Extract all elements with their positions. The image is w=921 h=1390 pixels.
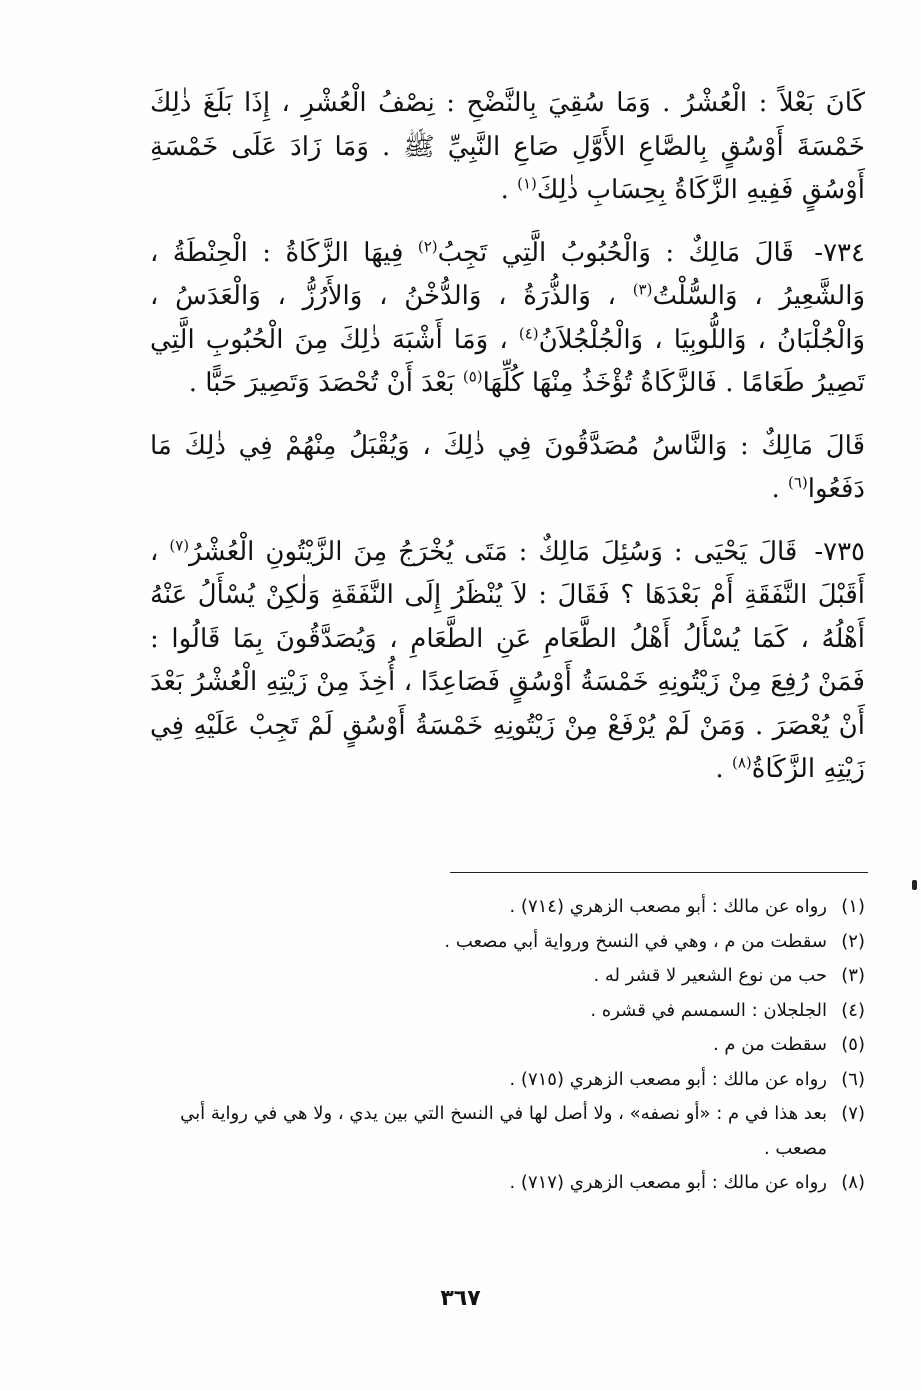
footnote-divider xyxy=(450,872,868,873)
footnote-number: (٢) xyxy=(841,930,865,952)
footnote-number: (٦) xyxy=(841,1068,865,1090)
footnote-number: (٣) xyxy=(841,965,865,986)
footnote-1 xyxy=(150,890,865,925)
footnote-text: الجلجلان : السمسم في قشره . xyxy=(590,999,827,1021)
paragraph-735-part-a: قَالَ يَحْيَى : وَسُئِلَ مَالِكٌ : مَتَى يُخْرَجُ مِنَ الزَّيْتُونِ الْعُشْرُ xyxy=(189,536,798,567)
paragraph-1 xyxy=(150,82,865,213)
paragraph-malik-text: قَالَ مَالِكٌ : وَالنَّاسُ مُصَدَّقُونَ فِي ذٰلِكَ ، وَيُقْبَلُ مِنْهُمْ فِي ذٰلِكَ مَا دَفَعُوا xyxy=(150,430,865,504)
footnote-ref-1: (١) xyxy=(517,174,537,193)
footnote-6 xyxy=(150,1063,865,1098)
footnote-number: (٥) xyxy=(841,1034,865,1055)
footnote-ref-5: (٥) xyxy=(462,367,483,386)
footnote-ref-3: (٣) xyxy=(632,280,653,299)
paragraph-734-part-e: بَعْدَ أَنْ تُحْصَدَ وَتَصِيرَ حَبًّا . xyxy=(188,368,463,398)
footnote-ref-8: (٨) xyxy=(731,753,752,772)
paragraph-734-part-d: ، وَمَا أَشْبَهَ ذٰلِكَ مِنَ الْحُبُوبِ الَّتِي تَصِيرُ طَعَامًا . فَالزَّكَاةُ تُؤْخَذُ مِنْهَا كُلِّهَا xyxy=(150,324,865,398)
footnote-5 xyxy=(150,1028,865,1063)
footnotes xyxy=(150,890,865,1201)
paragraph-number-734: ٧٣٤- xyxy=(814,237,865,268)
footnote-text: رواه عن مالك : أبو مصعب الزهري (٧١٧) . xyxy=(509,1172,827,1193)
paragraph-malik-end: . xyxy=(771,474,788,504)
paragraph-number-735: ٧٣٥- xyxy=(814,536,866,567)
paragraph-735 xyxy=(150,531,865,792)
footnote-ref-4: (٤) xyxy=(518,323,539,342)
footnote-number: (١) xyxy=(841,896,865,917)
footnote-3 xyxy=(150,959,865,994)
paragraph-1-text: كَانَ بَعْلاً : الْعُشْرُ . وَمَا سُقِيَ بِالنَّضْحِ : نِصْفُ الْعُشْرِ ، إِذَا بَلَغَ ذٰلِكَ خَمْسَةَ أَوْسُقٍ بِالصَّاعِ الأَوَّلِ صَاعِ النَّبِيِّ ﷺ . وَمَا زَادَ عَلَى خَمْسَةِ أَوْسُقٍ فَفِيهِ الزَّكَاةُ بِحِسَابِ ذٰلِكَ xyxy=(150,88,865,205)
footnote-number: (٨) xyxy=(841,1172,865,1193)
main-text xyxy=(150,82,865,792)
footnote-ref-6: (٦) xyxy=(788,473,808,492)
footnote-8 xyxy=(150,1166,865,1201)
footnote-ref-2: (٢) xyxy=(417,236,438,255)
paragraph-734 xyxy=(150,232,865,406)
footnote-text: رواه عن مالك : أبو مصعب الزهري (٧١٥) . xyxy=(509,1068,827,1090)
footnote-number: (٤) xyxy=(841,999,865,1021)
paragraph-735-part-b: ، أَقَبْلَ النَّفَقَةِ أَمْ بَعْدَهَا ؟ فَقَالَ : لاَ يُنْظَرُ إِلَى النَّفَقَةِ وَلٰكِنْ يُسْأَلُ عَنْهُ أَهْلُهُ ، كَمَا يُسْأَلُ أَهْلُ الطَّعَامِ عَنِ الطَّعَامِ ، وَيُصَدَّقُونَ بِمَا قَالُوا : فَمَنْ رُفِعَ مِنْ زَيْتُونِهِ خَمْسَةُ أَوْسُقٍ فَصَاعِدًا ، أُخِذَ مِنْ زَيْتِهِ الْعُشْرُ بَعْدَ أَنْ يُعْصَرَ . وَمَنْ لَمْ يُرْفَعْ مِنْ زَيْتُونِهِ خَمْسَةُ أَوْسُقٍ لَمْ تَجِبْ عَلَيْهِ فِي زَيْتِهِ الزَّكَاةُ xyxy=(150,536,865,784)
footnote-ref-7: (٧) xyxy=(169,535,190,554)
footnote-text: حب من نوع الشعير لا قشر له . xyxy=(593,965,827,986)
footnote-4 xyxy=(150,994,865,1029)
paragraph-735-end: . xyxy=(715,754,732,784)
footnote-number: (٧) xyxy=(841,1103,865,1124)
scan-edge-mark xyxy=(912,880,917,890)
footnote-7 xyxy=(150,1097,865,1166)
paragraph-1-end: . xyxy=(500,175,518,205)
footnote-text: سقطت من م ، وهي في النسخ ورواية أبي مصعب . xyxy=(444,930,827,952)
footnote-2 xyxy=(150,925,865,960)
page-number: ٣٦٧ xyxy=(440,1286,481,1311)
paragraph-734-part-c: ، وَالذُّرَةُ ، وَالدُّخْنُ ، وَالأَرُزُّ ، وَالْعَدَسُ ، وَالْجُلْبَانُ ، وَاللُّوبِيَا ، وَالْجُلْجُلاَنُ xyxy=(150,281,866,355)
footnote-text: سقطت من م . xyxy=(712,1034,827,1055)
paragraph-734-part-a: قَالَ مَالِكٌ : وَالْحُبُوبُ الَّتِي تَجِبُ xyxy=(437,237,794,268)
footnote-text: بعد هذا في م : «أو نصفه» ، ولا أصل لها في النسخ التي بين يدي ، ولا هي في رواية أبي مصعب . xyxy=(180,1103,827,1159)
footnote-text: رواه عن مالك : أبو مصعب الزهري (٧١٤) . xyxy=(509,896,827,917)
paragraph-malik xyxy=(150,425,865,512)
paragraph-734-part-b: فِيهَا الزَّكَاةُ : الْحِنْطَةُ ، وَالشَّعِيرُ ، وَالسُّلْتُ xyxy=(150,237,865,311)
